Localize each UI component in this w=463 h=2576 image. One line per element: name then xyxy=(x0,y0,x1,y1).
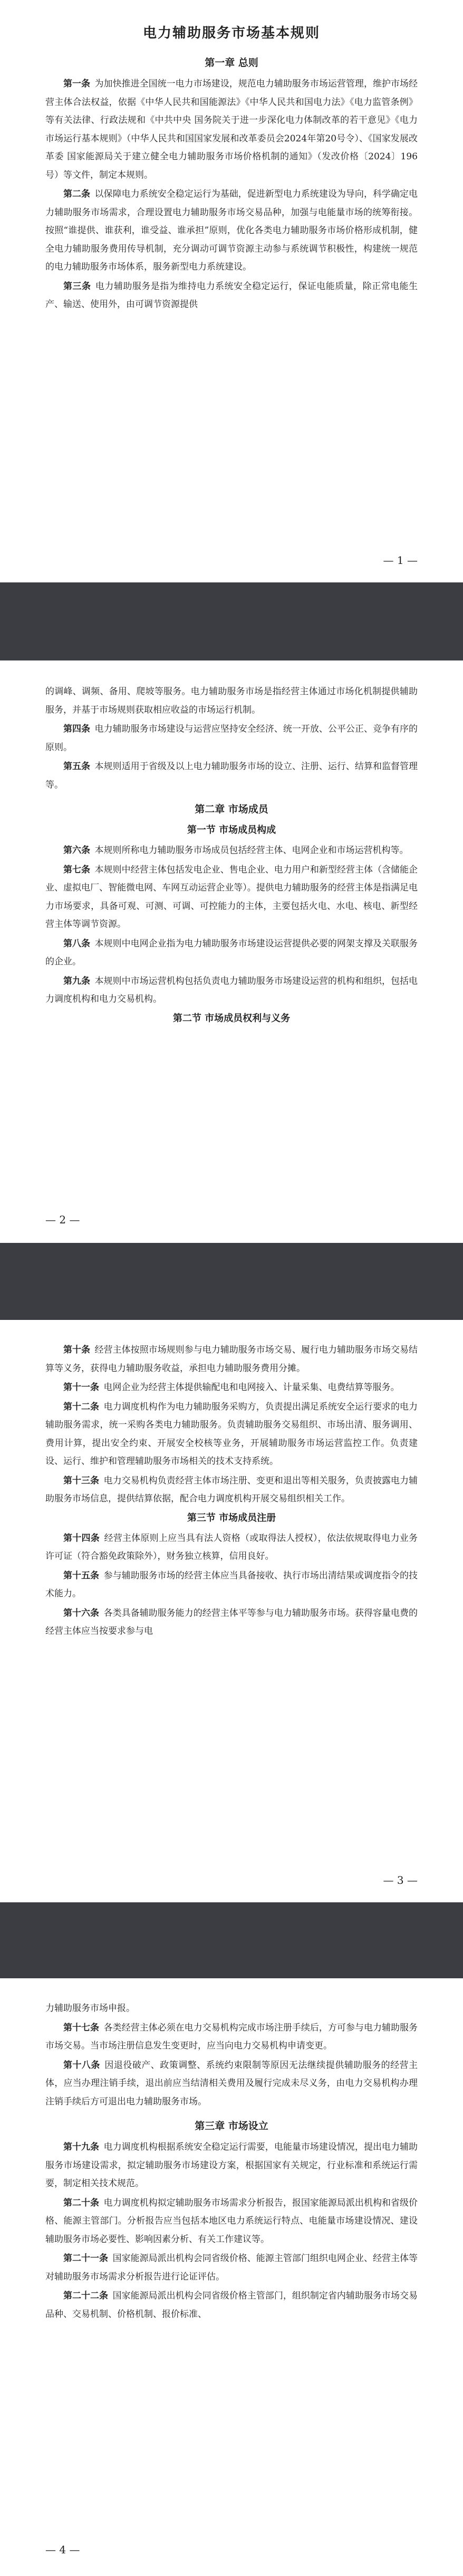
article-paragraph xyxy=(45,1341,418,1377)
section-heading: 第三节 市场成员注册 xyxy=(187,1512,276,1524)
article-text: 各类经营主体必须在电力交易机构完成市场注册手续后，方可参与电力辅助服务市场交易。当市场注册信息发生变更时，应当向电力交易机构申请变更。 xyxy=(45,2022,418,2051)
article-text: 国家能源局派出机构会同省级价格、能源主管部门组织电网企业、经营主体等对辅助服务市场需求分析报告进行论证评估。 xyxy=(45,2253,418,2282)
article-paragraph xyxy=(45,2138,418,2193)
article-paragraph xyxy=(45,758,418,794)
article-text: 本规则所称电力辅助服务市场成员包括经营主体、电网企业和市场运营机构等。 xyxy=(94,845,409,856)
article-paragraph xyxy=(45,2287,418,2323)
article-number: 第五条 xyxy=(63,761,91,772)
article-text: 电力调度机构拟定辅助服务市场需求分析报告，报国家能源局派出机构和省级价格、能源主管部门。分析报告应当包括本地区电力系统运行特点、电能量市场建设情况、建设辅助服务市场必要性、影响因素分析、有关工作建议等。 xyxy=(45,2197,418,2245)
page-3-content xyxy=(45,1341,418,1642)
article-number: 第十三条 xyxy=(63,1475,100,1486)
article-paragraph xyxy=(45,720,418,756)
article-number: 第十条 xyxy=(63,1345,91,1355)
article-paragraph xyxy=(45,1604,418,1641)
article-text: 本规则中电网企业指为电力辅助服务市场建设运营提供必要的网架支撑及关联服务的企业。 xyxy=(45,938,418,967)
article-number: 第十七条 xyxy=(63,2022,100,2033)
article-paragraph xyxy=(45,1529,418,1566)
article-paragraph xyxy=(45,1472,418,1508)
page-number: — 1 — xyxy=(383,554,418,567)
page-number: — 3 — xyxy=(383,1874,418,1886)
article-text: 经营主体按照市场规则参与电力辅助服务市场交易、履行电力辅助服务市场交易结算等义务，获得电力辅助服务收益，承担电力辅助服务费用分摊。 xyxy=(45,1345,418,1374)
article-paragraph xyxy=(45,935,418,971)
article-text: 国家能源局派出机构会同省级价格主管部门，组织制定省内辅助服务市场交易品种、交易机制、价格机制、报价标准、 xyxy=(45,2291,418,2320)
article-paragraph xyxy=(45,1567,418,1603)
article-text: 电力调度机构根据系统安全稳定运行需要，电能量市场建设情况，提出电力辅助服务市场建设需求，拟定辅助服务市场建设方案，根据国家有关规定，行业标准和系统运行需要，制定相关技术规范。 xyxy=(45,2142,418,2189)
article-text: 电力调度机构作为电力辅助服务采购方，负责提出满足系统安全运行要求的电力辅助服务需求，统一采购各类电力辅助服务。负责辅助服务交易组织、市场出清、服务调用、费用计算，提出安全约束、开展安全校核等业务，开展辅助服务市场运营监控工作。负责建设、运行、维护和管理辅助服务市场相关的技术支持系统。 xyxy=(45,1401,418,1467)
article-number: 第三条 xyxy=(63,281,91,292)
article-text: 本规则中经营主体包括发电企业、售电企业、电力用户和新型经营主体（含储能企业、虚拟电厂、智能微电网、车网互动运营企业等）。提供电力辅助服务的经营主体是指满足电力市场要求，具备可观、可测、可调、可控能力的主体，主要包括火电、水电、核电、新型经营主体等调节资源。 xyxy=(45,864,418,930)
article-paragraph xyxy=(45,861,418,934)
article-text: 的调峰、调频、备用、爬坡等服务。电力辅助服务市场是指经营主体通过市场化机制提供辅助服务，并基于市场规则获取相应收益的市场运行机制。 xyxy=(45,686,418,715)
article-text: 为加快推进全国统一电力市场建设，规范电力辅助服务市场运营管理，维护市场经营主体合法权益，依据《中华人民共和国能源法》《中华人民共和国电力法》《电力监管条例》等有关法律、行政法规和《中共中央 国务院关于进一步深化电力体制改革的若干意见》《电力市场运行基本规则》（中华人民共和国国家发展和改革委员会2024年第20号令）、《国家发展改革委 国家能源局关于建立健全电力辅助服务市场价格机制的通知》（发改价格〔2024〕196号）等文件，制定本规则。 xyxy=(45,79,418,180)
article-text: 本规则适用于省级及以上电力辅助服务市场的设立、注册、运行、结算和监督管理等。 xyxy=(45,761,418,790)
chapter-heading: 第二章 市场成员 xyxy=(195,803,268,815)
article-text: 电力辅助服务市场建设与运营应坚持安全经济、统一开放、公平公正、竞争有序的原则。 xyxy=(45,724,418,753)
article-text: 以保障电力系统安全稳定运行为基础，促进新型电力系统建设为导向，科学确定电力辅助服务市场需求，合理设置电力辅助服务市场交易品种，加强与电能量市场的统筹衔接。按照“谁提供、谁获利，谁受益、谁承担”原则，优化各类电力辅助服务市场价格形成机制，健全电力辅助服务费用传导机制，充分调动可调节资源主动参与系统调节积极性，构建统一规范的电力辅助服务市场体系，服务新型电力系统建设。 xyxy=(45,189,418,272)
page-3 xyxy=(0,1320,463,1902)
document-title: 电力辅助服务市场基本规则 xyxy=(142,25,320,41)
article-number: 第二十条 xyxy=(63,2197,100,2208)
article-text: 参与辅助服务市场的经营主体应当具备接收、执行市场出清结果或调度指令的技术能力。 xyxy=(45,1570,418,1599)
article-number: 第九条 xyxy=(63,975,91,987)
page-number: — 4 — xyxy=(45,2543,80,2556)
article-text: 因退役破产、政策调整、系统约束限制等原因无法继续提供辅助服务的经营主体，应当办理注销手续，退出前应当结清相关费用及履行完成未尽义务，由电力交易机构办理注销手续后方可退出电力辅助服务市场。 xyxy=(45,2060,418,2107)
article-number: 第七条 xyxy=(63,864,91,875)
article-text: 电力辅助服务是指为维持电力系统安全稳定运行，保证电能质量，除正常电能生产、输送、使用外，由可调节资源提供 xyxy=(45,281,418,310)
article-paragraph xyxy=(45,2194,418,2249)
page-1-content xyxy=(45,23,418,315)
article-number: 第十五条 xyxy=(63,1570,100,1581)
article-text: 本规则中市场运营机构包括负责电力辅助服务市场建设运营的机构和组织，包括电力调度机构和电力交易机构。 xyxy=(45,975,418,1004)
article-number: 第十六条 xyxy=(63,1607,100,1619)
article-paragraph xyxy=(45,841,418,860)
article-number: 第十四条 xyxy=(63,1533,100,1544)
article-paragraph xyxy=(45,1398,418,1471)
section-heading: 第二节 市场成员权利与义务 xyxy=(172,1012,291,1024)
page-4 xyxy=(0,1978,463,2576)
page-number: — 2 — xyxy=(45,1213,80,1226)
article-number: 第二十一条 xyxy=(63,2253,109,2264)
article-number: 第十八条 xyxy=(63,2060,100,2071)
article-number: 第四条 xyxy=(63,724,91,734)
article-text: 电力交易机构负责经营主体市场注册、变更和退出等相关服务，负责披露电力辅助服务市场信息，提供结算依据，配合电力调度机构开展交易组织相关工作。 xyxy=(45,1475,418,1504)
chapter-heading: 第一章 总则 xyxy=(205,57,258,69)
article-text: 力辅助服务市场申报。 xyxy=(45,2003,135,2014)
article-number: 第六条 xyxy=(63,845,90,856)
article-paragraph xyxy=(45,277,418,314)
page-1 xyxy=(0,0,463,582)
article-number: 第十二条 xyxy=(63,1401,100,1412)
section-heading: 第一节 市场成员构成 xyxy=(187,825,276,836)
article-number: 第八条 xyxy=(63,938,91,949)
page-2 xyxy=(0,660,463,1243)
article-paragraph xyxy=(45,185,418,276)
article-number: 第二十二条 xyxy=(63,2291,109,2301)
paragraph-continuation xyxy=(45,1999,418,2018)
article-paragraph xyxy=(45,75,418,184)
page-2-content xyxy=(45,683,418,1030)
article-paragraph xyxy=(45,2019,418,2055)
article-number: 第十九条 xyxy=(63,2142,100,2152)
chapter-heading: 第三章 市场设立 xyxy=(195,2120,268,2132)
article-number: 第二条 xyxy=(63,189,91,199)
article-text: 各类具备辅助服务能力的经营主体平等参与电力辅助服务市场。获得容量电费的经营主体应当按要求参与电 xyxy=(45,1607,418,1636)
article-paragraph xyxy=(45,1378,418,1397)
article-text: 经营主体原则上应当具有法人资格（或取得法人授权），依法依规取得电力业务许可证（符合豁免政策除外），财务独立核算，信用良好。 xyxy=(45,1533,418,1562)
article-number: 第一条 xyxy=(63,79,91,89)
article-number: 第十一条 xyxy=(63,1382,99,1393)
page-4-content xyxy=(45,1999,418,2324)
article-paragraph xyxy=(45,972,418,1009)
paragraph-continuation xyxy=(45,683,418,719)
article-text: 电网企业为经营主体提供输配电和电网接入、计量采集、电费结算等服务。 xyxy=(103,1382,400,1393)
article-paragraph xyxy=(45,2249,418,2286)
article-paragraph xyxy=(45,2056,418,2111)
